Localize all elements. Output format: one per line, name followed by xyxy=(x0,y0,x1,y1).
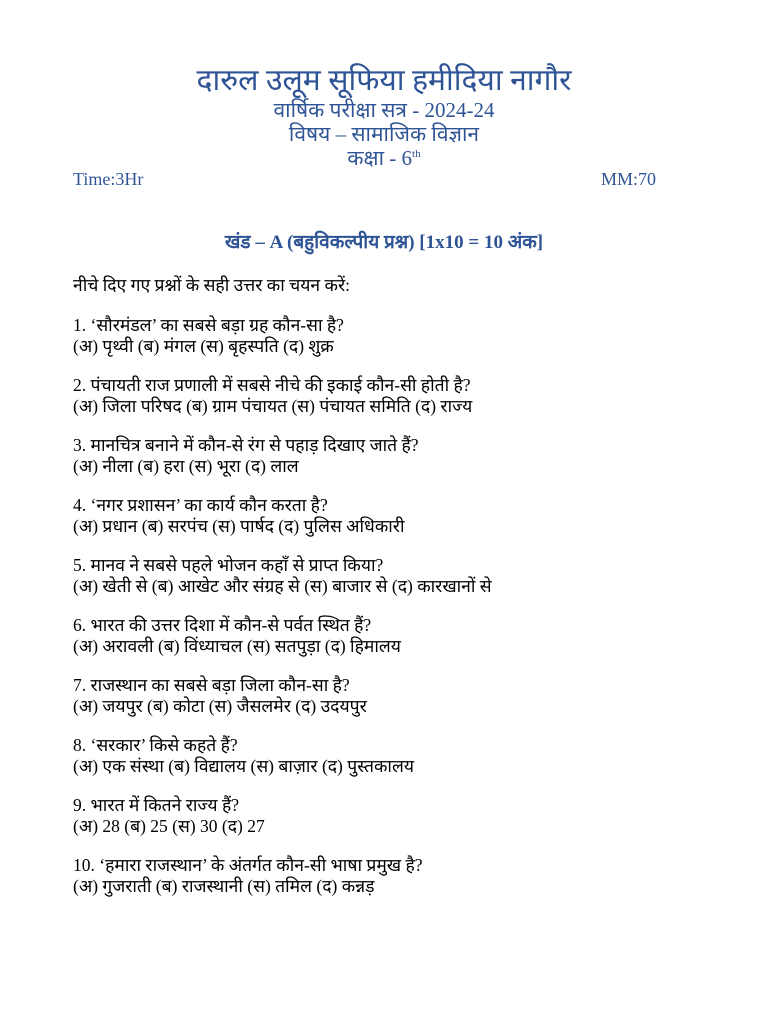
question-options: (अ) खेती से (ब) आखेट और संग्रह से (स) बाजार से (द) कारखानों से xyxy=(73,576,492,596)
time-allowed: Time:3Hr xyxy=(73,169,144,189)
question-text: 4. ‘नगर प्रशासन’ का कार्य कौन करता है? xyxy=(73,495,328,515)
question-options: (अ) जयपुर (ब) कोटा (स) जैसलमेर (द) उदयपुर xyxy=(73,696,367,716)
question-text: 1. ‘सौरमंडल’ का सबसे बड़ा ग्रह कौन-सा है? xyxy=(73,315,344,335)
question-item xyxy=(73,795,713,855)
instructions: नीचे दिए गए प्रश्नों के सही उत्तर का चयन करें: xyxy=(73,275,350,295)
question-text: 2. पंचायती राज प्रणाली में सबसे नीचे की इकाई कौन-सी होती है? xyxy=(73,375,471,395)
question-list xyxy=(73,315,713,915)
question-text: 10. ‘हमारा राजस्थान’ के अंतर्गत कौन-सी भाषा प्रमुख है? xyxy=(73,855,423,875)
question-options: (अ) जिला परिषद (ब) ग्राम पंचायत (स) पंचायत समिति (द) राज्य xyxy=(73,396,473,416)
question-text: 7. राजस्थान का सबसे बड़ा जिला कौन-सा है? xyxy=(73,675,350,695)
question-options: (अ) अरावली (ब) विंध्याचल (स) सतपुड़ा (द) हिमालय xyxy=(73,636,401,656)
question-options: (अ) प्रधान (ब) सरपंच (स) पार्षद (द) पुलिस अधिकारी xyxy=(73,516,405,536)
question-options: (अ) गुजराती (ब) राजस्थानी (स) तमिल (द) कन्नड़ xyxy=(73,876,375,896)
question-item xyxy=(73,375,713,435)
question-text: 6. भारत की उत्तर दिशा में कौन-से पर्वत स्थित हैं? xyxy=(73,615,372,635)
class-label: कक्षा - 6 xyxy=(347,146,413,170)
question-text: 8. ‘सरकार’ किसे कहते हैं? xyxy=(73,735,238,755)
question-options: (अ) नीला (ब) हरा (स) भूरा (द) लाल xyxy=(73,456,299,476)
question-item xyxy=(73,435,713,495)
question-text: 3. मानचित्र बनाने में कौन-से रंग से पहाड़ दिखाए जाते हैं? xyxy=(73,435,419,455)
max-marks: MM:70 xyxy=(600,169,656,189)
school-title: दारुल उलूम सूफिया हमीदिया नागौर xyxy=(196,64,572,97)
question-item xyxy=(73,555,713,615)
question-item xyxy=(73,675,713,735)
question-item xyxy=(73,315,713,375)
question-item xyxy=(73,495,713,555)
question-item xyxy=(73,615,713,675)
question-item xyxy=(73,735,713,795)
question-item xyxy=(73,855,713,915)
question-text: 9. भारत में कितने राज्य हैं? xyxy=(73,795,240,815)
question-options: (अ) एक संस्था (ब) विद्यालय (स) बाज़ार (द) पुस्तकालय xyxy=(73,756,414,776)
class-superscript: th xyxy=(412,148,421,160)
exam-session: वार्षिक परीक्षा सत्र - 2024-24 xyxy=(273,98,495,122)
question-options: (अ) 28 (ब) 25 (स) 30 (द) 27 xyxy=(73,816,265,836)
question-text: 5. मानव ने सबसे पहले भोजन कहाँ से प्राप्त किया? xyxy=(73,555,384,575)
subject-line: विषय – सामाजिक विज्ञान xyxy=(288,122,480,146)
question-options: (अ) पृथ्वी (ब) मंगल (स) बृहस्पति (द) शुक्र xyxy=(73,336,334,356)
section-title: खंड – A (बहुविकल्पीय प्रश्न) [1x10 = 10 अंक] xyxy=(224,232,544,253)
